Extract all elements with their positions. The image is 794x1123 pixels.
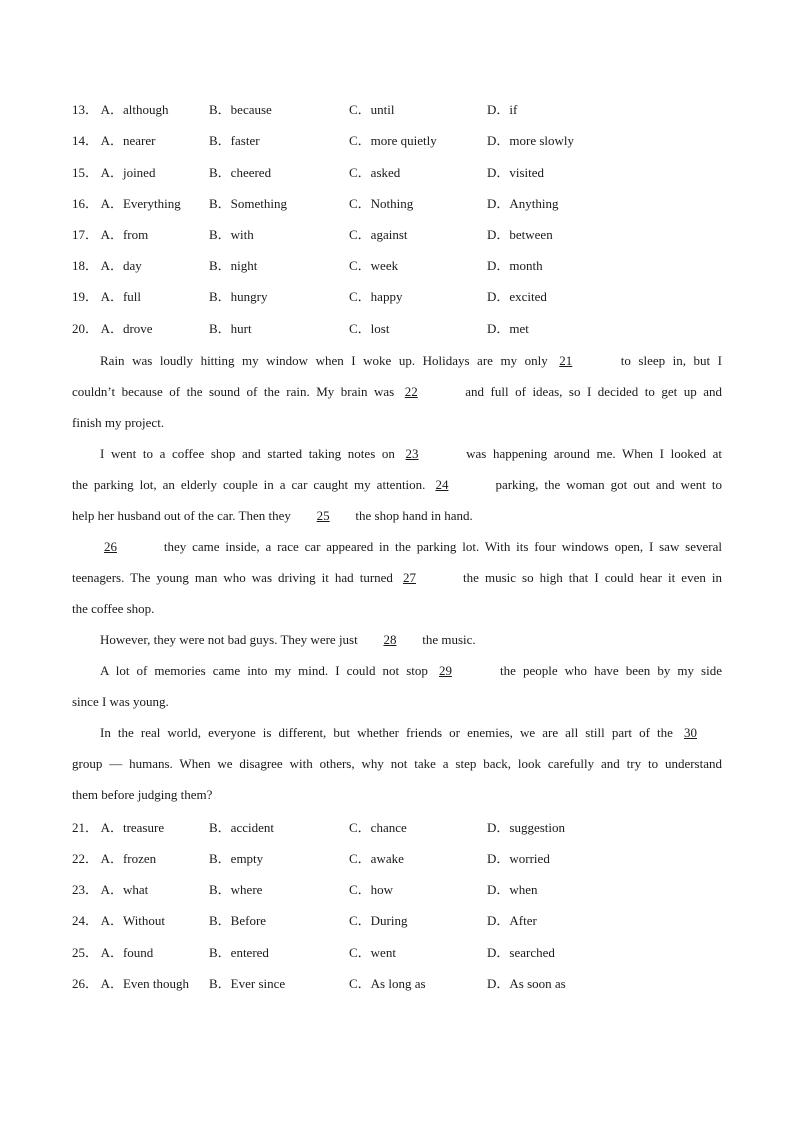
passage-line: finish my project. <box>72 415 165 430</box>
question-number-and-option-a: 24． A．Without <box>72 913 166 928</box>
passage-line: help her husband out of the car. Then they 25 the shop hand in hand. <box>72 500 722 531</box>
option-d: D．Anything <box>487 196 559 211</box>
passage-line: 26 they came inside, a race car appeared in the parking lot. With its four windows open, I saw several <box>72 531 722 562</box>
question-number-and-option-a: 21． A．treasure <box>72 820 165 835</box>
blank-27: 27 <box>402 570 416 585</box>
option-c: C．week <box>349 258 399 273</box>
option-c: C．went <box>349 945 396 960</box>
question-row <box>72 320 752 338</box>
question-row <box>72 257 752 275</box>
question-number-and-option-a: 18． A．day <box>72 258 142 273</box>
option-c: C．how <box>349 882 394 897</box>
passage-line: I went to a coffee shop and started taking notes on 23 was happening around me. When I looked at <box>72 438 722 469</box>
option-d: D．searched <box>487 945 555 960</box>
option-d: D．between <box>487 227 553 242</box>
option-b: B．entered <box>209 945 269 960</box>
blank-30: 30 <box>684 725 697 740</box>
blank-29: 29 <box>438 663 452 678</box>
question-number-and-option-a: 13． A．although <box>72 102 169 117</box>
passage-line: However, they were not bad guys. They were just 28 the music. <box>72 624 722 655</box>
question-number-and-option-a: 25． A．found <box>72 945 154 960</box>
question-number-and-option-a: 22． A．frozen <box>72 851 157 866</box>
option-b: B．cheered <box>209 165 272 180</box>
blank-26: 26 <box>104 539 117 554</box>
passage-line: the parking lot, an elderly couple in a car caught my attention. 24 parking, the woman got out and went to <box>72 469 722 500</box>
option-d: D．As soon as <box>487 976 566 991</box>
question-row <box>72 226 752 244</box>
option-c: C．During <box>349 913 408 928</box>
question-number-and-option-a: 19． A．full <box>72 289 142 304</box>
blank-23: 23 <box>405 446 419 461</box>
passage-line: Rain was loudly hitting my window when I woke up. Holidays are my only 21 to sleep in, but I <box>72 345 722 376</box>
option-b: B．Something <box>209 196 288 211</box>
question-number-and-option-a: 14． A．nearer <box>72 133 156 148</box>
question-number-and-option-a: 17． A．from <box>72 227 149 242</box>
option-b: B．hungry <box>209 289 268 304</box>
passage-line: group — humans. When we disagree with others, why not take a step back, look carefully and try to understand <box>72 756 722 771</box>
passage-line: since I was young. <box>72 694 169 709</box>
option-d: D．worried <box>487 851 550 866</box>
option-c: C．lost <box>349 321 390 336</box>
option-d: D．met <box>487 321 529 336</box>
blank-24: 24 <box>435 477 449 492</box>
option-b: B．accident <box>209 820 274 835</box>
question-row <box>72 164 752 182</box>
passage-line: teenagers. The young man who was driving it had turned 27 the music so high that I could hear it even in <box>72 562 722 593</box>
passage-line: In the real world, everyone is different, but whether friends or enemies, we are all still part of the 30 <box>72 717 722 748</box>
option-d: D．month <box>487 258 543 273</box>
option-b: B．faster <box>209 133 260 148</box>
option-c: C．more quietly <box>349 133 437 148</box>
passage-line: the coffee shop. <box>72 601 155 616</box>
option-d: D．when <box>487 882 538 897</box>
option-c: C．happy <box>349 289 403 304</box>
question-number-and-option-a: 20． A．drove <box>72 321 153 336</box>
blank-21: 21 <box>559 353 573 368</box>
option-b: B．night <box>209 258 258 273</box>
question-number-and-option-a: 23． A．what <box>72 882 149 897</box>
passage-line: A lot of memories came into my mind. I could not stop 29 the people who have been by my side <box>72 655 722 686</box>
option-b: B．where <box>209 882 263 897</box>
option-b: B．with <box>209 227 254 242</box>
question-row <box>72 944 752 962</box>
option-c: C．against <box>349 227 408 242</box>
question-row <box>72 101 752 119</box>
blank-25: 25 <box>316 508 330 523</box>
question-row <box>72 975 752 993</box>
option-c: C．asked <box>349 165 401 180</box>
question-row <box>72 819 752 837</box>
option-c: C．until <box>349 102 395 117</box>
blank-22: 22 <box>404 384 418 399</box>
question-row <box>72 881 752 899</box>
option-d: D．After <box>487 913 537 928</box>
question-number-and-option-a: 26． A．Even though <box>72 976 190 991</box>
option-b: B．because <box>209 102 272 117</box>
passage-line: them before judging them? <box>72 787 213 802</box>
question-number-and-option-a: 15． A．joined <box>72 165 156 180</box>
blank-28: 28 <box>383 632 397 647</box>
option-d: D．suggestion <box>487 820 566 835</box>
passage <box>72 345 722 810</box>
question-row <box>72 912 752 930</box>
option-d: D．if <box>487 102 518 117</box>
option-d: D．more slowly <box>487 133 575 148</box>
option-d: D．excited <box>487 289 547 304</box>
question-row <box>72 850 752 868</box>
question-row <box>72 195 752 213</box>
option-b: B．hurt <box>209 321 252 336</box>
question-row <box>72 132 752 150</box>
option-c: C．As long as <box>349 976 426 991</box>
option-c: C．chance <box>349 820 407 835</box>
option-d: D．visited <box>487 165 545 180</box>
question-row <box>72 288 752 306</box>
option-b: B．empty <box>209 851 264 866</box>
question-number-and-option-a: 16． A．Everything <box>72 196 181 211</box>
option-b: B．Ever since <box>209 976 286 991</box>
passage-line: couldn’t because of the sound of the rain. My brain was 22 and full of ideas, so I decided to get up and <box>72 376 722 407</box>
option-c: C．Nothing <box>349 196 414 211</box>
option-c: C．awake <box>349 851 404 866</box>
option-b: B．Before <box>209 913 267 928</box>
